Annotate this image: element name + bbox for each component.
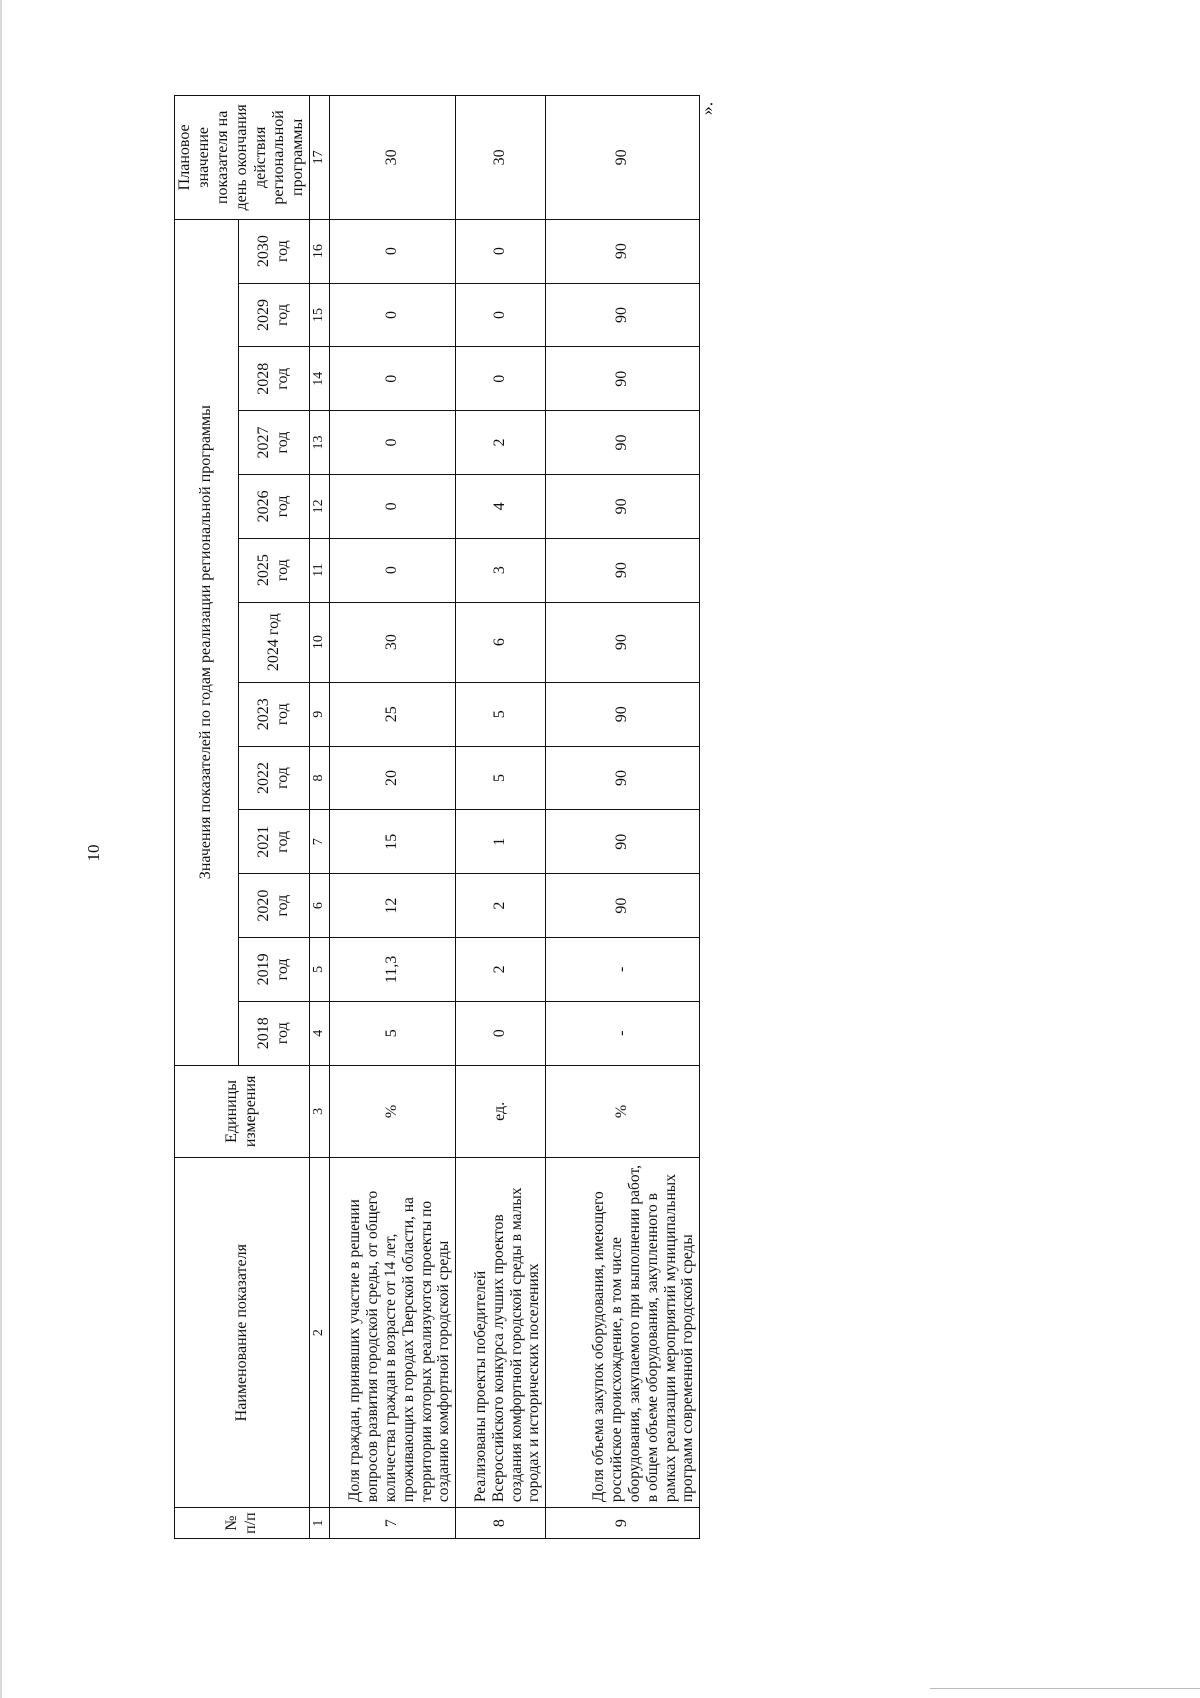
value-cell: 90	[546, 810, 700, 874]
value-cell: 90	[546, 682, 700, 746]
header-year: 2026 год	[239, 474, 310, 538]
scan-edge-bottom	[930, 1688, 1200, 1689]
value-cell: 0	[456, 1001, 546, 1065]
index-cell: 5	[310, 937, 330, 1001]
value-cell: -	[546, 1001, 700, 1065]
planned-value: 90	[546, 96, 700, 220]
indicator-table	[174, 95, 700, 1539]
value-cell: 25	[330, 682, 456, 746]
header-year: 2018 год	[239, 1001, 310, 1065]
value-cell: 90	[546, 874, 700, 938]
planned-value: 30	[330, 96, 456, 220]
value-cell: 5	[456, 746, 546, 810]
indicator-unit: %	[546, 1065, 700, 1158]
index-cell: 8	[310, 746, 330, 810]
index-cell: 13	[310, 411, 330, 475]
header-year: 2021 год	[239, 810, 310, 874]
index-cell: 9	[310, 682, 330, 746]
header-year: 2029 год	[239, 283, 310, 347]
value-cell: 0	[456, 283, 546, 347]
header-year: 2022 год	[239, 746, 310, 810]
value-cell: 2	[456, 411, 546, 475]
indicator-name: Реализованы проекты победителей Всероссийского конкурса лучших проектов создания комфортной городской среды в малых городах и исторических поселениях	[456, 1158, 546, 1508]
value-cell: 20	[330, 746, 456, 810]
index-cell: 6	[310, 874, 330, 938]
indicator-table-container	[174, 95, 697, 1539]
header-year: 2024 год	[239, 602, 310, 682]
header-year: 2025 год	[239, 538, 310, 602]
index-cell: 2	[310, 1158, 330, 1508]
header-year: 2020 год	[239, 874, 310, 938]
value-cell: 3	[456, 538, 546, 602]
value-cell: 0	[330, 347, 456, 411]
value-cell: 2	[456, 937, 546, 1001]
value-cell: 0	[330, 474, 456, 538]
index-cell: 3	[310, 1065, 330, 1158]
header-year: 2019 год	[239, 937, 310, 1001]
index-cell: 10	[310, 602, 330, 682]
value-cell: 0	[330, 283, 456, 347]
header-num: № п/п	[175, 1508, 310, 1539]
value-cell: 4	[456, 474, 546, 538]
index-cell: 4	[310, 1001, 330, 1065]
index-cell: 11	[310, 538, 330, 602]
page-number: 10	[84, 844, 103, 862]
value-cell: 90	[546, 347, 700, 411]
header-year: 2023 год	[239, 682, 310, 746]
indicator-name: Доля объема закупок оборудования, имеющего российское происхождение, в том числе оборудования, закупаемого при выполнении работ, в общем объеме оборудования, закупленного в рамках реализации мероприятий муниципальных программ современной городской среды	[546, 1158, 700, 1508]
planned-value: 30	[456, 96, 546, 220]
header-unit: Единицы измерения	[175, 1065, 310, 1158]
indicator-unit: ед.	[456, 1065, 546, 1158]
header-planned: Плановое значение показателя на день окончания действия региональной программы	[175, 96, 310, 220]
value-cell: 0	[330, 538, 456, 602]
value-cell: 90	[546, 602, 700, 682]
value-cell: 90	[546, 746, 700, 810]
table-row	[330, 96, 456, 1539]
value-cell: 90	[546, 283, 700, 347]
index-cell: 1	[310, 1508, 330, 1539]
value-cell: 12	[330, 874, 456, 938]
index-row	[310, 96, 330, 1539]
value-cell: 15	[330, 810, 456, 874]
value-cell: 5	[456, 682, 546, 746]
value-cell: 90	[546, 411, 700, 475]
value-cell: 5	[330, 1001, 456, 1065]
value-cell: -	[546, 937, 700, 1001]
header-row-1	[175, 96, 239, 1539]
value-cell: 2	[456, 874, 546, 938]
value-cell: 0	[456, 347, 546, 411]
value-cell: 1	[456, 810, 546, 874]
indicator-unit: %	[330, 1065, 456, 1158]
value-cell: 0	[330, 411, 456, 475]
row-num: 8	[456, 1508, 546, 1539]
indicator-name: Доля граждан, принявших участие в решении вопросов развития городской среды, от общего количества граждан в возрасте от 14 лет, проживающих в городах Тверской области, на территории которых реализуются проекты по созданию комфортной городской среды	[330, 1158, 456, 1508]
header-year: 2030 год	[239, 219, 310, 283]
header-year: 2028 год	[239, 347, 310, 411]
index-cell: 16	[310, 219, 330, 283]
value-cell: 0	[456, 219, 546, 283]
index-cell: 7	[310, 810, 330, 874]
value-cell: 11,3	[330, 937, 456, 1001]
table-row	[456, 96, 546, 1539]
header-name: Наименование показателя	[175, 1158, 310, 1508]
closing-quote-mark: ».	[696, 101, 717, 116]
value-cell: 90	[546, 219, 700, 283]
row-num: 7	[330, 1508, 456, 1539]
scan-edge	[0, 0, 2, 1698]
row-num: 9	[546, 1508, 700, 1539]
header-values-group: Значения показателей по годам реализации региональной программы	[175, 219, 239, 1065]
index-cell: 14	[310, 347, 330, 411]
index-cell: 15	[310, 283, 330, 347]
value-cell: 30	[330, 602, 456, 682]
index-cell: 17	[310, 96, 330, 220]
header-year: 2027 год	[239, 411, 310, 475]
index-cell: 12	[310, 474, 330, 538]
value-cell: 90	[546, 474, 700, 538]
value-cell: 0	[330, 219, 456, 283]
value-cell: 6	[456, 602, 546, 682]
table-row	[546, 96, 700, 1539]
value-cell: 90	[546, 538, 700, 602]
